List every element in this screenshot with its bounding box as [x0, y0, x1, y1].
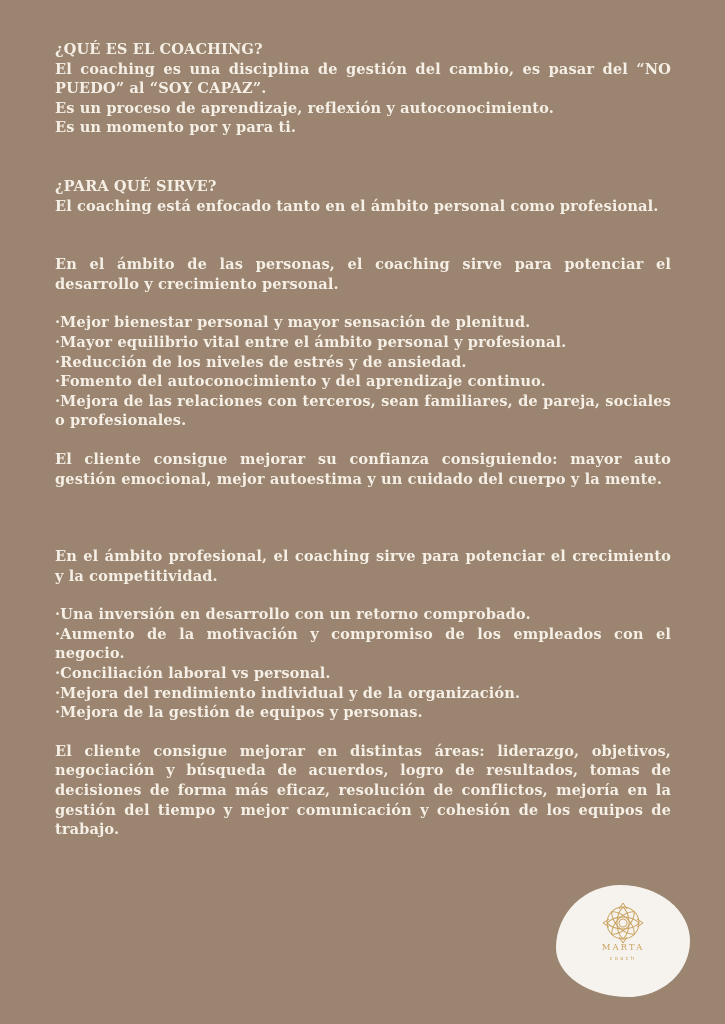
- section-heading: ¿PARA QUÉ SIRVE?: [55, 177, 217, 195]
- list-item: ·Reducción de los niveles de estrés y de ansiedad.: [55, 353, 467, 371]
- document-body: [55, 40, 671, 840]
- text-line: Es un proceso de aprendizaje, reflexión y autoconocimiento.: [55, 99, 554, 117]
- logo-name: MARTA: [601, 943, 645, 953]
- list-item: ·Una inversión en desarrollo con un retorno comprobado.: [55, 606, 531, 624]
- section-heading: ¿QUÉ ES EL COACHING?: [55, 41, 263, 58]
- section-professional: [55, 547, 671, 840]
- text-line: El coaching es una disciplina de gestión del cambio, es pasar del “NO: [55, 60, 671, 78]
- paragraph: El cliente consigue mejorar su confianza consiguiendo: mayor auto gestión emocional, mejor autoestima y un cuidado del cuerpo y la mente.: [55, 450, 671, 488]
- bullet-list: [55, 605, 671, 723]
- list-item: ·Mayor equilibrio vital entre el ámbito personal y profesional.: [55, 333, 567, 351]
- section-what-is-coaching: [55, 40, 671, 138]
- text-line: El coaching está enfocado tanto en el ámbito personal como profesional.: [55, 197, 659, 215]
- logo-subtitle: coach: [609, 956, 637, 962]
- list-item: ·Mejora del rendimiento individual y de la organización.: [55, 684, 521, 702]
- paragraph: En el ámbito profesional, el coaching sirve para potenciar el crecimiento y la competitividad.: [55, 548, 671, 585]
- list-item: ·Mejor bienestar personal y mayor sensación de plenitud.: [55, 314, 531, 332]
- bullet-list: [55, 313, 671, 431]
- list-item: ·Aumento de la motivación y compromiso de los empleados con el negocio.: [55, 625, 671, 663]
- list-item: ·Fomento del autoconocimiento y del aprendizaje continuo.: [55, 373, 546, 391]
- list-item: ·Mejora de las relaciones con terceros, sean familiares, de pareja, sociales o profesionales.: [55, 392, 671, 430]
- text-line: Es un momento por y para ti.: [55, 119, 297, 137]
- paragraph: En el ámbito de las personas, el coaching sirve para potenciar el desarrollo y crecimiento personal.: [55, 256, 671, 293]
- logo-badge: [556, 885, 690, 997]
- mandala-icon: [556, 885, 690, 997]
- section-personal: [55, 255, 671, 489]
- text-line: PUEDO” al “SOY CAPAZ”.: [55, 80, 267, 98]
- list-item: ·Mejora de la gestión de equipos y personas.: [55, 704, 423, 722]
- paragraph: El cliente consigue mejorar en distintas áreas: liderazgo, objetivos, negociación y búsqueda de acuerdos, logro de resultados, tomas de decisiones de forma más eficaz, resolución de conflictos, mejoría en la gestión del tiempo y mejor comunicación y cohesión de los equipos de trabajo.: [55, 742, 671, 839]
- section-purpose: [55, 177, 671, 216]
- list-item: ·Conciliación laboral vs personal.: [55, 665, 331, 683]
